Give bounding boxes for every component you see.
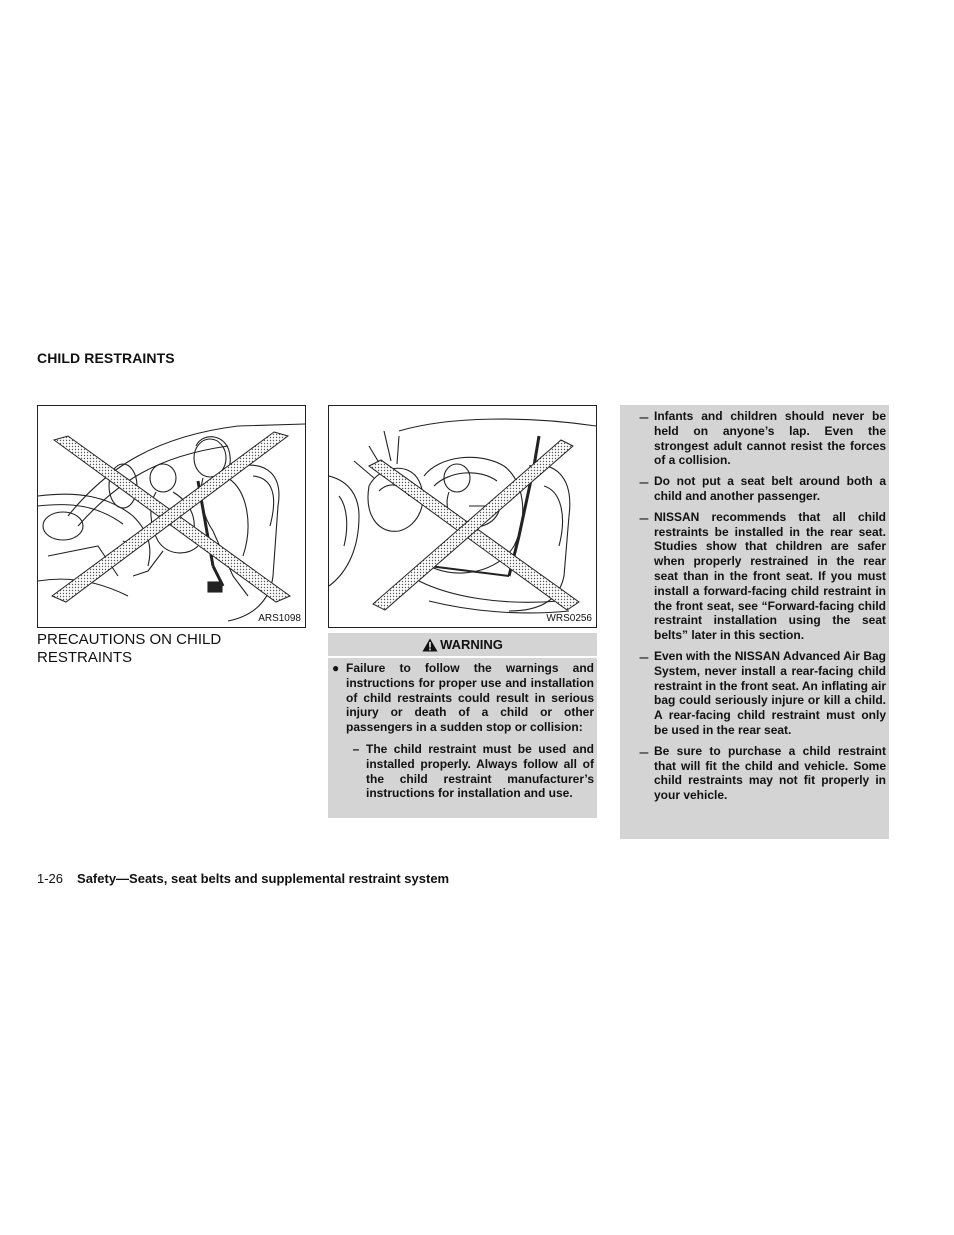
warning-sub-item-text: The child restraint must be used and installed properly. Always follow all of the child restraint manufacturer’s instructions for installation and use. [366,741,594,801]
warning-list-item [634,510,886,643]
warning-box [328,633,597,818]
warning-list-item-text: Even with the NISSAN Advanced Air Bag System, never install a rear-facing child restraint in the front seat. An inflating air bag could seriously injure or kill a child. A rear-facing child restraint must only be used in the rear seat. [654,648,886,737]
bullet-dot-icon: ● [332,661,340,675]
warning-list-item [634,649,886,738]
chapter-title: Safety—Seats, seat belts and supplemental restraint system [77,871,450,886]
warning-sub-item [332,742,594,801]
warning-bullet [332,661,594,735]
warning-title: WARNING [440,637,503,652]
subheading: PRECAUTIONS ON CHILD RESTRAINTS [37,631,222,666]
figure-code: WRS0256 [546,613,592,624]
warning-list-item-text: Be sure to purchase a child restraint that will fit the child and vehicle. Some child restraints may not fit properly in your vehicle. [654,743,886,803]
child-on-lap-drawing [38,406,305,627]
page-number: 1-26 [37,871,64,886]
section-title: CHILD RESTRAINTS [37,350,175,366]
illustration-rear-facing-airbag [328,405,597,628]
warning-bullet-text: Failure to follow the warnings and instructions for proper use and installation of child restraints could result in serious injury or death of a child or other passengers in a sudden stop or collision: [346,661,594,735]
rear-facing-airbag-drawing [329,406,596,627]
warning-header [328,633,597,658]
dash-icon: – [639,648,649,666]
figure-code: ARS1098 [258,613,301,624]
dash-icon: – [639,474,649,492]
dash-icon: – [639,743,649,761]
warning-list-item-text: Infants and children should never be held on anyone’s lap. Even the strongest adult cannot resist the forces of a collision. [654,409,886,468]
warning-list-item [634,409,886,468]
dash-icon: – [639,409,649,426]
warning-list-item-text: NISSAN recommends that all child restraints be installed in the rear seat. Studies show that children are safer when properly restrained in the rear seat than in the front seat. If you must install a forward-facing child restraint in the front seat, see “Forward-facing child restraint installation using the seat belts” later in this section. [654,509,886,643]
warning-list-item [634,474,886,504]
warning-list-item-text: Do not put a seat belt around both a child and another passenger. [654,474,886,503]
warning-triangle-icon [422,638,438,652]
illustration-child-on-lap [37,405,306,628]
warning-list-item [634,744,886,803]
dash-icon: – [352,741,360,756]
warning-continued-column [620,405,889,839]
dash-icon: – [639,509,649,527]
page-footer [37,871,449,886]
